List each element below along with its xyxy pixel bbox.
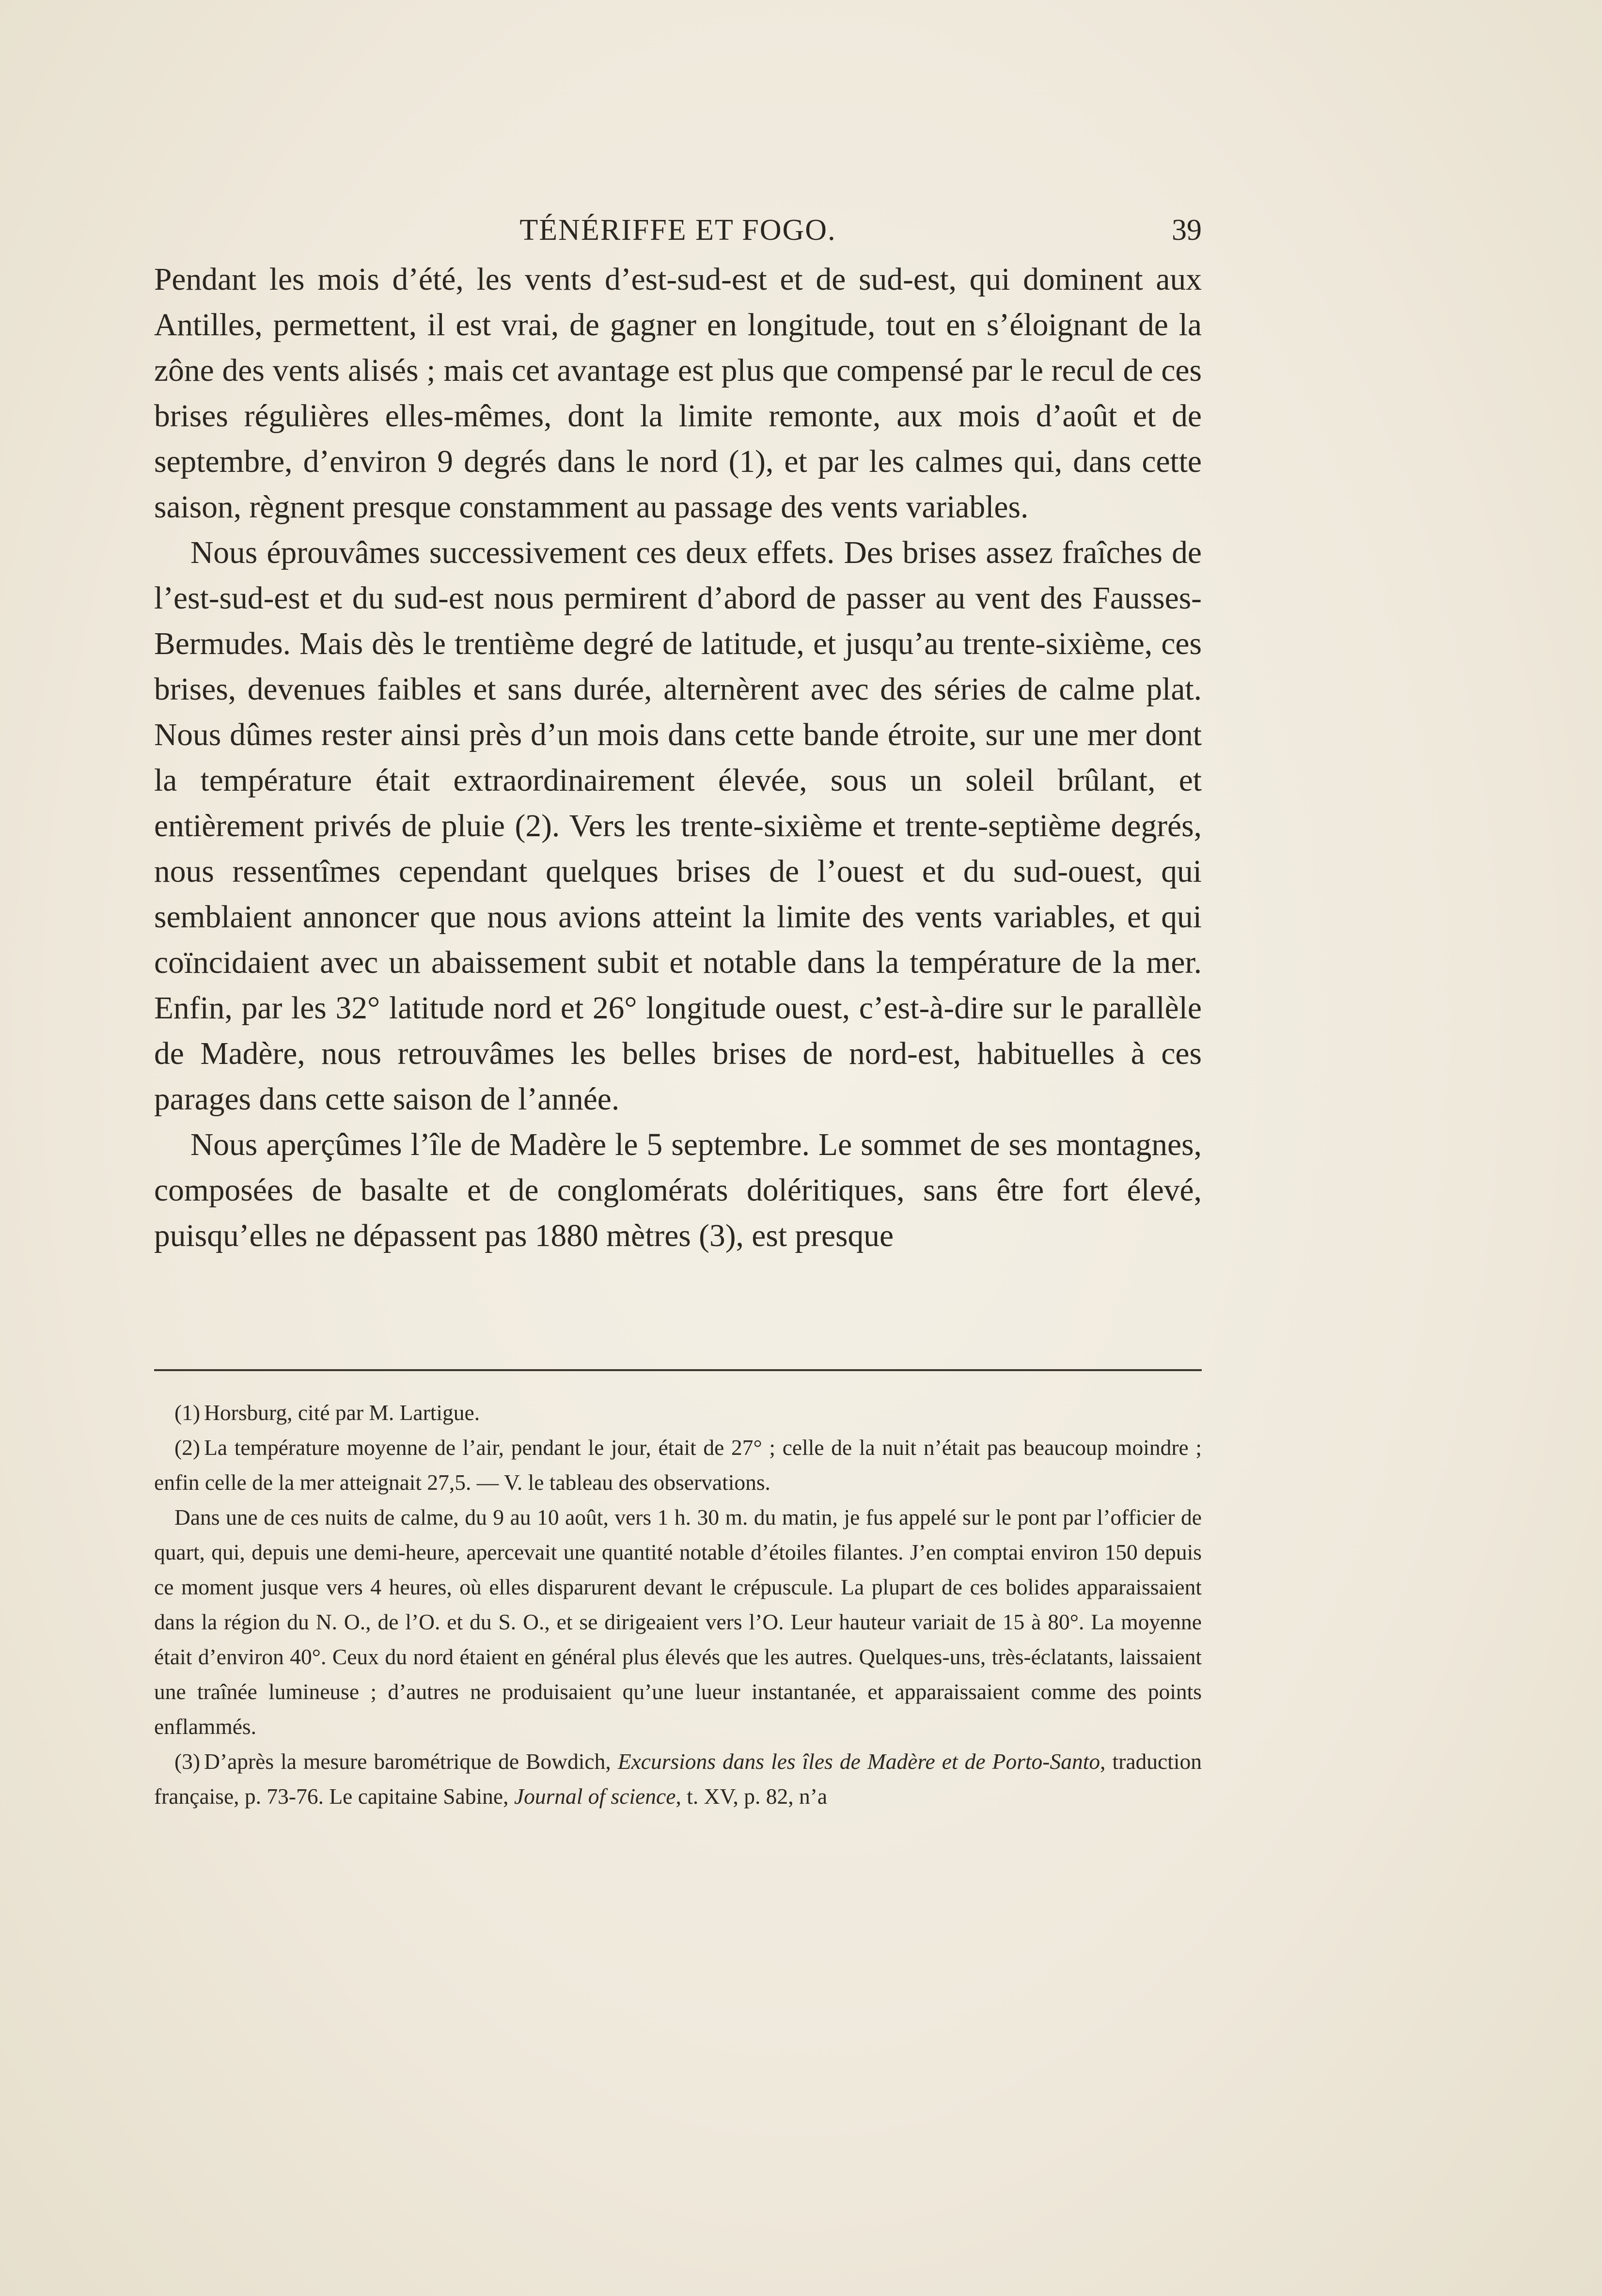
footnote-marker: (2) <box>174 1435 201 1460</box>
main-text <box>154 257 1202 1259</box>
footnote-2-continuation: Dans une de ces nuits de calme, du 9 au 10 août, vers 1 h. 30 m. du matin, je fus appelé sur le pont par l’officier de quart, qui, depuis une demi-heure, apercevait une quantité notable d’étoiles filantes. J’en comptai environ 150 depuis ce moment jusque vers 4 heures, où elles disparurent devant le crépuscule. La plupart de ces bolides apparaissaient dans la région du N. O., de l’O. et du S. O., et se dirigeaient vers l’O. Leur hauteur variait de 15 à 80°. La moyenne était d’environ 40°. Ceux du nord étaient en général plus élevés que les autres. Quelques-uns, très-éclatants, laissaient une traînée lumineuse ; d’autres ne produisaient qu’une lueur instantanée, et apparaissaient comme des points enflammés. <box>154 1505 1202 1739</box>
footnote-text: D’après la mesure barométrique de Bowdich, <box>204 1749 611 1774</box>
footnote-text: Horsburg, cité par M. Lartigue. <box>204 1400 480 1425</box>
cited-work-title: Excursions dans les îles de Madère et de Porto-Santo <box>617 1749 1100 1774</box>
footnote-marker: (3) <box>174 1749 201 1774</box>
running-title: TÉNÉRIFFE ET FOGO. <box>519 214 836 247</box>
paragraph: Nous éprouvâmes successivement ces deux effets. Des brises assez fraîches de l’est-sud-est et du sud-est nous permirent d’abord de passer au vent des Fausses-Bermudes. Mais dès le trentième degré de latitude, et jusqu’au trente-sixième, ces brises, devenues faibles et sans durée, alternèrent avec des séries de calme plat. Nous dûmes rester ainsi près d’un mois dans cette bande étroite, sur une mer dont la température était extraordinairement élevée, sous un soleil brûlant, et entièrement privés de pluie (2). Vers les trente-sixième et trente-septième degrés, nous ressentîmes cependant quelques brises de l’ouest et du sud-ouest, qui semblaient annoncer que nous avions atteint la limite des vents variables, et qui coïncidaient avec un abaissement subit et notable dans la température de la mer. Enfin, par les 32° latitude nord et 26° longitude ouest, c’est-à-dire sur le parallèle de Madère, nous retrouvâmes les belles brises de nord-est, habituelles à ces parages dans cette saison de l’année. <box>154 535 1202 1117</box>
page-header <box>154 213 1202 252</box>
footnote-text: La température moyenne de l’air, pendant le jour, était de 27° ; celle de la nuit n’était pas beaucoup moindre ; enfin celle de la mer atteignait 27,5. — V. le tableau des observations. <box>154 1435 1202 1495</box>
footnote-1 <box>154 1395 1202 1430</box>
footnotes <box>154 1395 1202 1814</box>
footnote-3 <box>154 1744 1202 1814</box>
footnote-text: , traduction française, p. 73-76. Le capitaine Sabine, <box>154 1749 1202 1809</box>
page-number: 39 <box>1172 214 1202 247</box>
paragraph: Pendant les mois d’été, les vents d’est-sud-est et de sud-est, qui dominent aux Antilles, permettent, il est vrai, de gagner en longitude, tout en s’éloignant de la zône des vents alisés ; mais cet avantage est plus que compensé par le recul de ces brises régulières elles-mêmes, dont la limite remonte, aux mois d’août et de septembre, d’environ 9 degrés dans le nord (1), et par les calmes qui, dans cette saison, règnent presque constamment au passage des vents variables. <box>154 262 1202 525</box>
footnote-2 <box>154 1430 1202 1500</box>
cited-journal-title: Journal of science <box>514 1784 676 1809</box>
footnote-marker: (1) <box>174 1400 201 1425</box>
paragraph: Nous aperçûmes l’île de Madère le 5 septembre. Le sommet de ses montagnes, composées de basalte et de conglomérats doléritiques, sans être fort élevé, puisqu’elles ne dépassent pas 1880 mètres (3), est presque <box>154 1127 1202 1253</box>
footnote-separator-rule <box>154 1369 1202 1371</box>
footnote-text: , t. XV, p. 82, n’a <box>675 1784 828 1809</box>
